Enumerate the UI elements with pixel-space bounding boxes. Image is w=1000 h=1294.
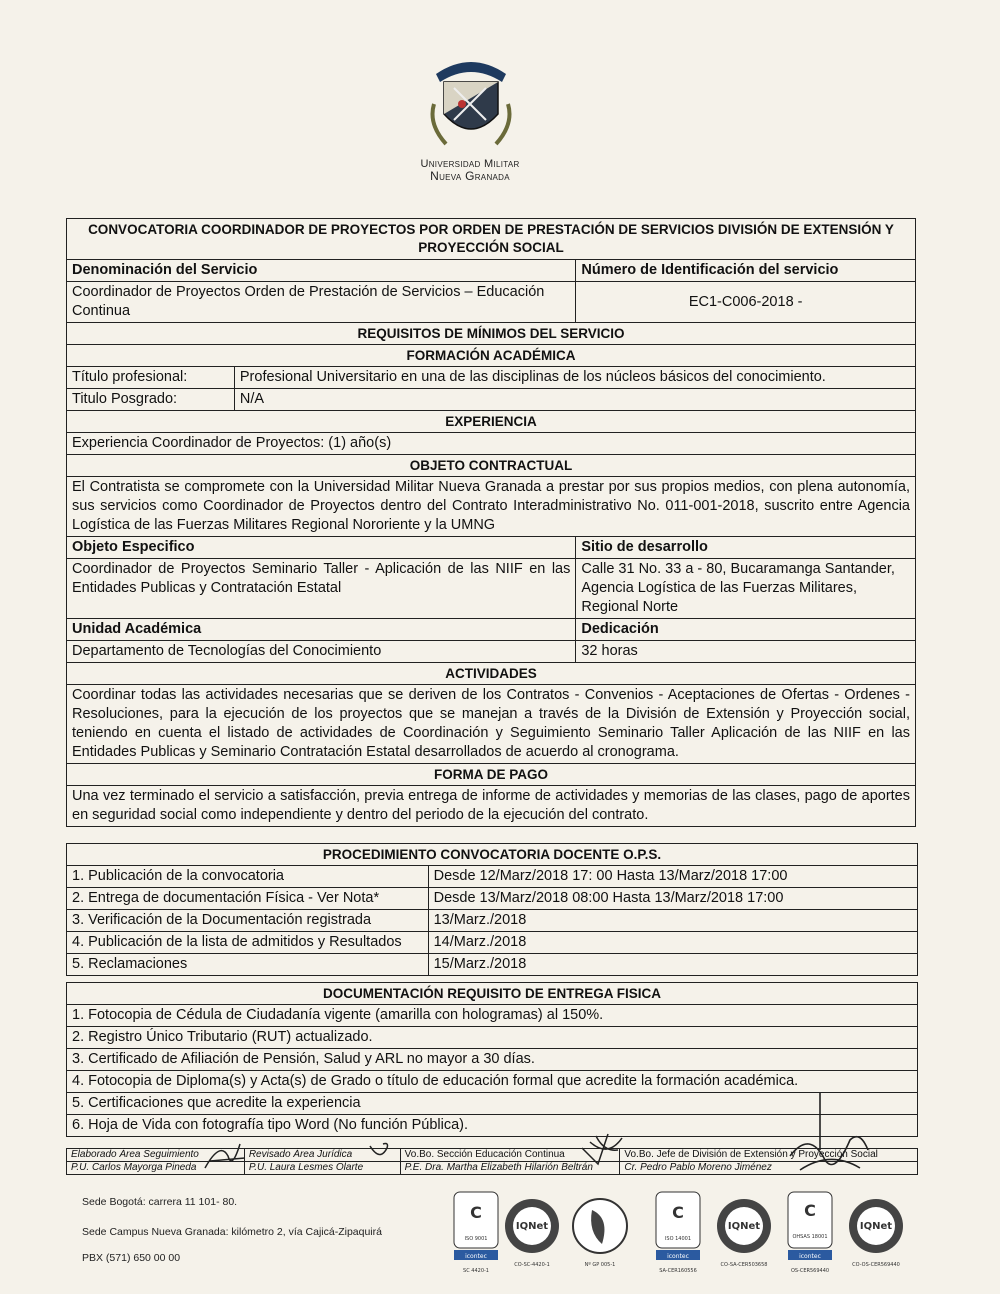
university-line-2: Nueva Granada (430, 169, 510, 183)
icontec-label-2: icontec (667, 1253, 689, 1260)
signature-mark (578, 1128, 626, 1168)
cert-code-7: CO-OS-CER569440 (852, 1262, 900, 1268)
iqnet-label-1: IQNet (515, 1221, 549, 1232)
denominacion-label: Denominación del Servicio (67, 260, 576, 282)
sitio-label: Sitio de desarrollo (576, 537, 916, 559)
iso9001-label: ISO 9001 (464, 1236, 488, 1242)
step-cell: 4. Publicación de la lista de admitidos y Resultados (67, 932, 429, 954)
footer-pbx: PBX (571) 650 00 00 (82, 1252, 181, 1264)
forma-pago-value: Una vez terminado el servicio a satisfacción, previa entrega de informe de actividades y memorias de las clases, pago de aportes en seguridad social como independiente y dentro del periodo de la ejecución del contrato. (67, 786, 916, 827)
list-item: 5. Certificaciones que acredite la experiencia (67, 1093, 918, 1115)
procedimiento-table (66, 843, 918, 976)
convocatoria-title: CONVOCATORIA COORDINADOR DE PROYECTOS POR ORDEN DE PRESTACIÓN DE SERVICIOS DIVISIÓN DE EXTENSIÓN Y PROYECCIÓN SOCIAL (67, 219, 916, 260)
list-item: 4. Fotocopia de Diploma(s) y Acta(s) de Grado o título de educación formal que acredite la formación académica. (67, 1071, 918, 1093)
vobo-educacion-name: P.E. Dra. Martha Elizabeth Hilarión Beltrán (400, 1162, 620, 1175)
cert-code-1: SC 4420-1 (463, 1268, 489, 1274)
table-row (67, 888, 918, 910)
footer-sede-bogota: Sede Bogotá: carrera 11 101- 80. (82, 1196, 238, 1208)
list-item: 3. Certificado de Afiliación de Pensión, Salud y ARL no mayor a 30 días. (67, 1049, 918, 1071)
dedicacion-label: Dedicación (576, 619, 916, 641)
cert-code-4: SA-CER160556 (659, 1268, 697, 1274)
svg-text:C: C (672, 1203, 684, 1222)
icontec-label-3: icontec (799, 1253, 821, 1260)
dedicacion-value: 32 horas (576, 641, 916, 663)
elaborado-name: P.U. Carlos Mayorga Pineda (67, 1162, 245, 1175)
icontec-label-1: icontec (465, 1253, 487, 1260)
objeto-especifico-label: Objeto Especifico (67, 537, 576, 559)
step-cell: 1. Publicación de la convocatoria (67, 866, 429, 888)
objeto-heading: OBJETO CONTRACTUAL (67, 455, 916, 477)
formacion-heading: FORMACIÓN ACADÉMICA (67, 345, 916, 367)
denominacion-value: Coordinador de Proyectos Orden de Prestación de Servicios – Educación Continua (67, 282, 576, 323)
procedimiento-title: PROCEDIMIENTO CONVOCATORIA DOCENTE O.P.S. (67, 844, 918, 866)
list-item: 6. Hoja de Vida con fotografía tipo Word (No función Pública). (67, 1115, 918, 1137)
date-cell: 15/Marz./2018 (428, 954, 917, 976)
university-seal-logo (416, 44, 526, 154)
list-item: 2. Registro Único Tributario (RUT) actualizado. (67, 1027, 918, 1049)
vobo-educacion-label: Vo.Bo. Sección Educación Continua (400, 1149, 620, 1162)
footer-sede-campus: Sede Campus Nueva Granada: kilómetro 2, vía Cajicá-Zipaquirá (82, 1226, 382, 1238)
forma-pago-heading: FORMA DE PAGO (67, 764, 916, 786)
unidad-label: Unidad Académica (67, 619, 576, 641)
cert-code-3: Nº GP 005-1 (584, 1262, 616, 1268)
date-cell: Desde 13/Marz/2018 08:00 Hasta 13/Marz/2018 17:00 (428, 888, 917, 910)
step-cell: 2. Entrega de documentación Física - Ver Nota* (67, 888, 429, 910)
numero-value: EC1-C006-2018 - (576, 282, 916, 323)
list-item: 1. Fotocopia de Cédula de Ciudadanía vigente (amarilla con hologramas) al 150%. (67, 1005, 918, 1027)
vobo-jefe-name: Cr. Pedro Pablo Moreno Jiménez (620, 1162, 918, 1175)
date-cell: Desde 12/Marz/2018 17: 00 Hasta 13/Marz/2018 17:00 (428, 866, 917, 888)
revisado-label: Revisado Área Jurídica (244, 1149, 400, 1162)
signature-mark (780, 1090, 870, 1190)
iqnet-label-2: IQNet (727, 1221, 761, 1232)
objeto-value: El Contratista se compromete con la Universidad Militar Nueva Granada a prestar por sus propios medios, con plena autonomía, sus servicios como Coordinador de Proyectos dentro del Contrato Interadministrativo No. 011-001-2018, suscrito entre Agencia Logística de las Fuerzas Militares Regional Nororiente y la UMNG (67, 477, 916, 537)
cert-code-5: CO-SA-CER503658 (720, 1262, 768, 1268)
objeto-especifico-value: Coordinador de Proyectos Seminario Taller - Aplicación de las NIIF en las Entidades Publicas y Contratación Estatal (67, 559, 576, 619)
requisitos-heading: REQUISITOS DE MÍNIMOS DEL SERVICIO (67, 323, 916, 345)
sitio-value: Calle 31 No. 33 a - 80, Bucaramanga Santander, Agencia Logística de las Fuerzas Militares, Regional Norte (576, 559, 916, 619)
svg-text:C: C (804, 1201, 816, 1220)
revisado-name: P.U. Laura Lesmes Olarte (244, 1162, 400, 1175)
date-cell: 13/Marz./2018 (428, 910, 917, 932)
cert-code-2: CO-SC-4420-1 (514, 1262, 550, 1268)
university-name (400, 158, 540, 182)
experiencia-heading: EXPERIENCIA (67, 411, 916, 433)
svg-text:C: C (470, 1203, 482, 1222)
date-cell: 14/Marz./2018 (428, 932, 917, 954)
titulo-posgrado-value: N/A (234, 389, 915, 411)
table-row (67, 910, 918, 932)
table-row (67, 932, 918, 954)
iqnet-label-3: IQNet (859, 1221, 893, 1232)
convocatoria-table (66, 218, 916, 827)
documentacion-title: DOCUMENTACIÓN REQUISITO DE ENTREGA FISICA (67, 983, 918, 1005)
elaborado-label: Elaborado Área Seguimiento (67, 1149, 245, 1162)
table-row (67, 866, 918, 888)
vobo-jefe-label: Vo.Bo. Jefe de División de Extensión y Proyección Social (620, 1149, 918, 1162)
step-cell: 3. Verificación de la Documentación registrada (67, 910, 429, 932)
iso14001-label: ISO 14001 (664, 1236, 692, 1242)
table-row (67, 954, 918, 976)
titulo-profesional-value: Profesional Universitario en una de las disciplinas de los núcleos básicos del conocimiento. (234, 367, 915, 389)
certification-logos (452, 1188, 912, 1278)
step-cell: 5. Reclamaciones (67, 954, 429, 976)
signature-mark (200, 1136, 250, 1176)
titulo-posgrado-label: Titulo Posgrado: (67, 389, 235, 411)
titulo-profesional-label: Título profesional: (67, 367, 235, 389)
numero-label: Número de Identificación del servicio (576, 260, 916, 282)
ohsas-label: OHSAS 18001 (792, 1234, 828, 1240)
actividades-heading: ACTIVIDADES (67, 663, 916, 685)
signature-mark (365, 1140, 395, 1164)
actividades-value: Coordinar todas las actividades necesarias que se deriven de los Contratos - Convenios - Aceptaciones de Ofertas - Ordenes - Resoluciones, para la ejecución de los proyectos que se manejan a través de la División de Extensión y Proyección social, teniendo en cuenta el listado de actividades de Coordinación y Seguimiento Seminario Taller Aplicación de las NIIF en las Entidades Publicas y Seminario Contratación Estatal desarrollados de acuerdo al cronograma. (67, 685, 916, 764)
unidad-value: Departamento de Tecnologías del Conocimiento (67, 641, 576, 663)
university-line-1: Universidad Militar (420, 158, 520, 170)
cert-code-6: OS-CER569440 (790, 1268, 830, 1274)
experiencia-value: Experiencia Coordinador de Proyectos: (1) año(s) (67, 433, 916, 455)
